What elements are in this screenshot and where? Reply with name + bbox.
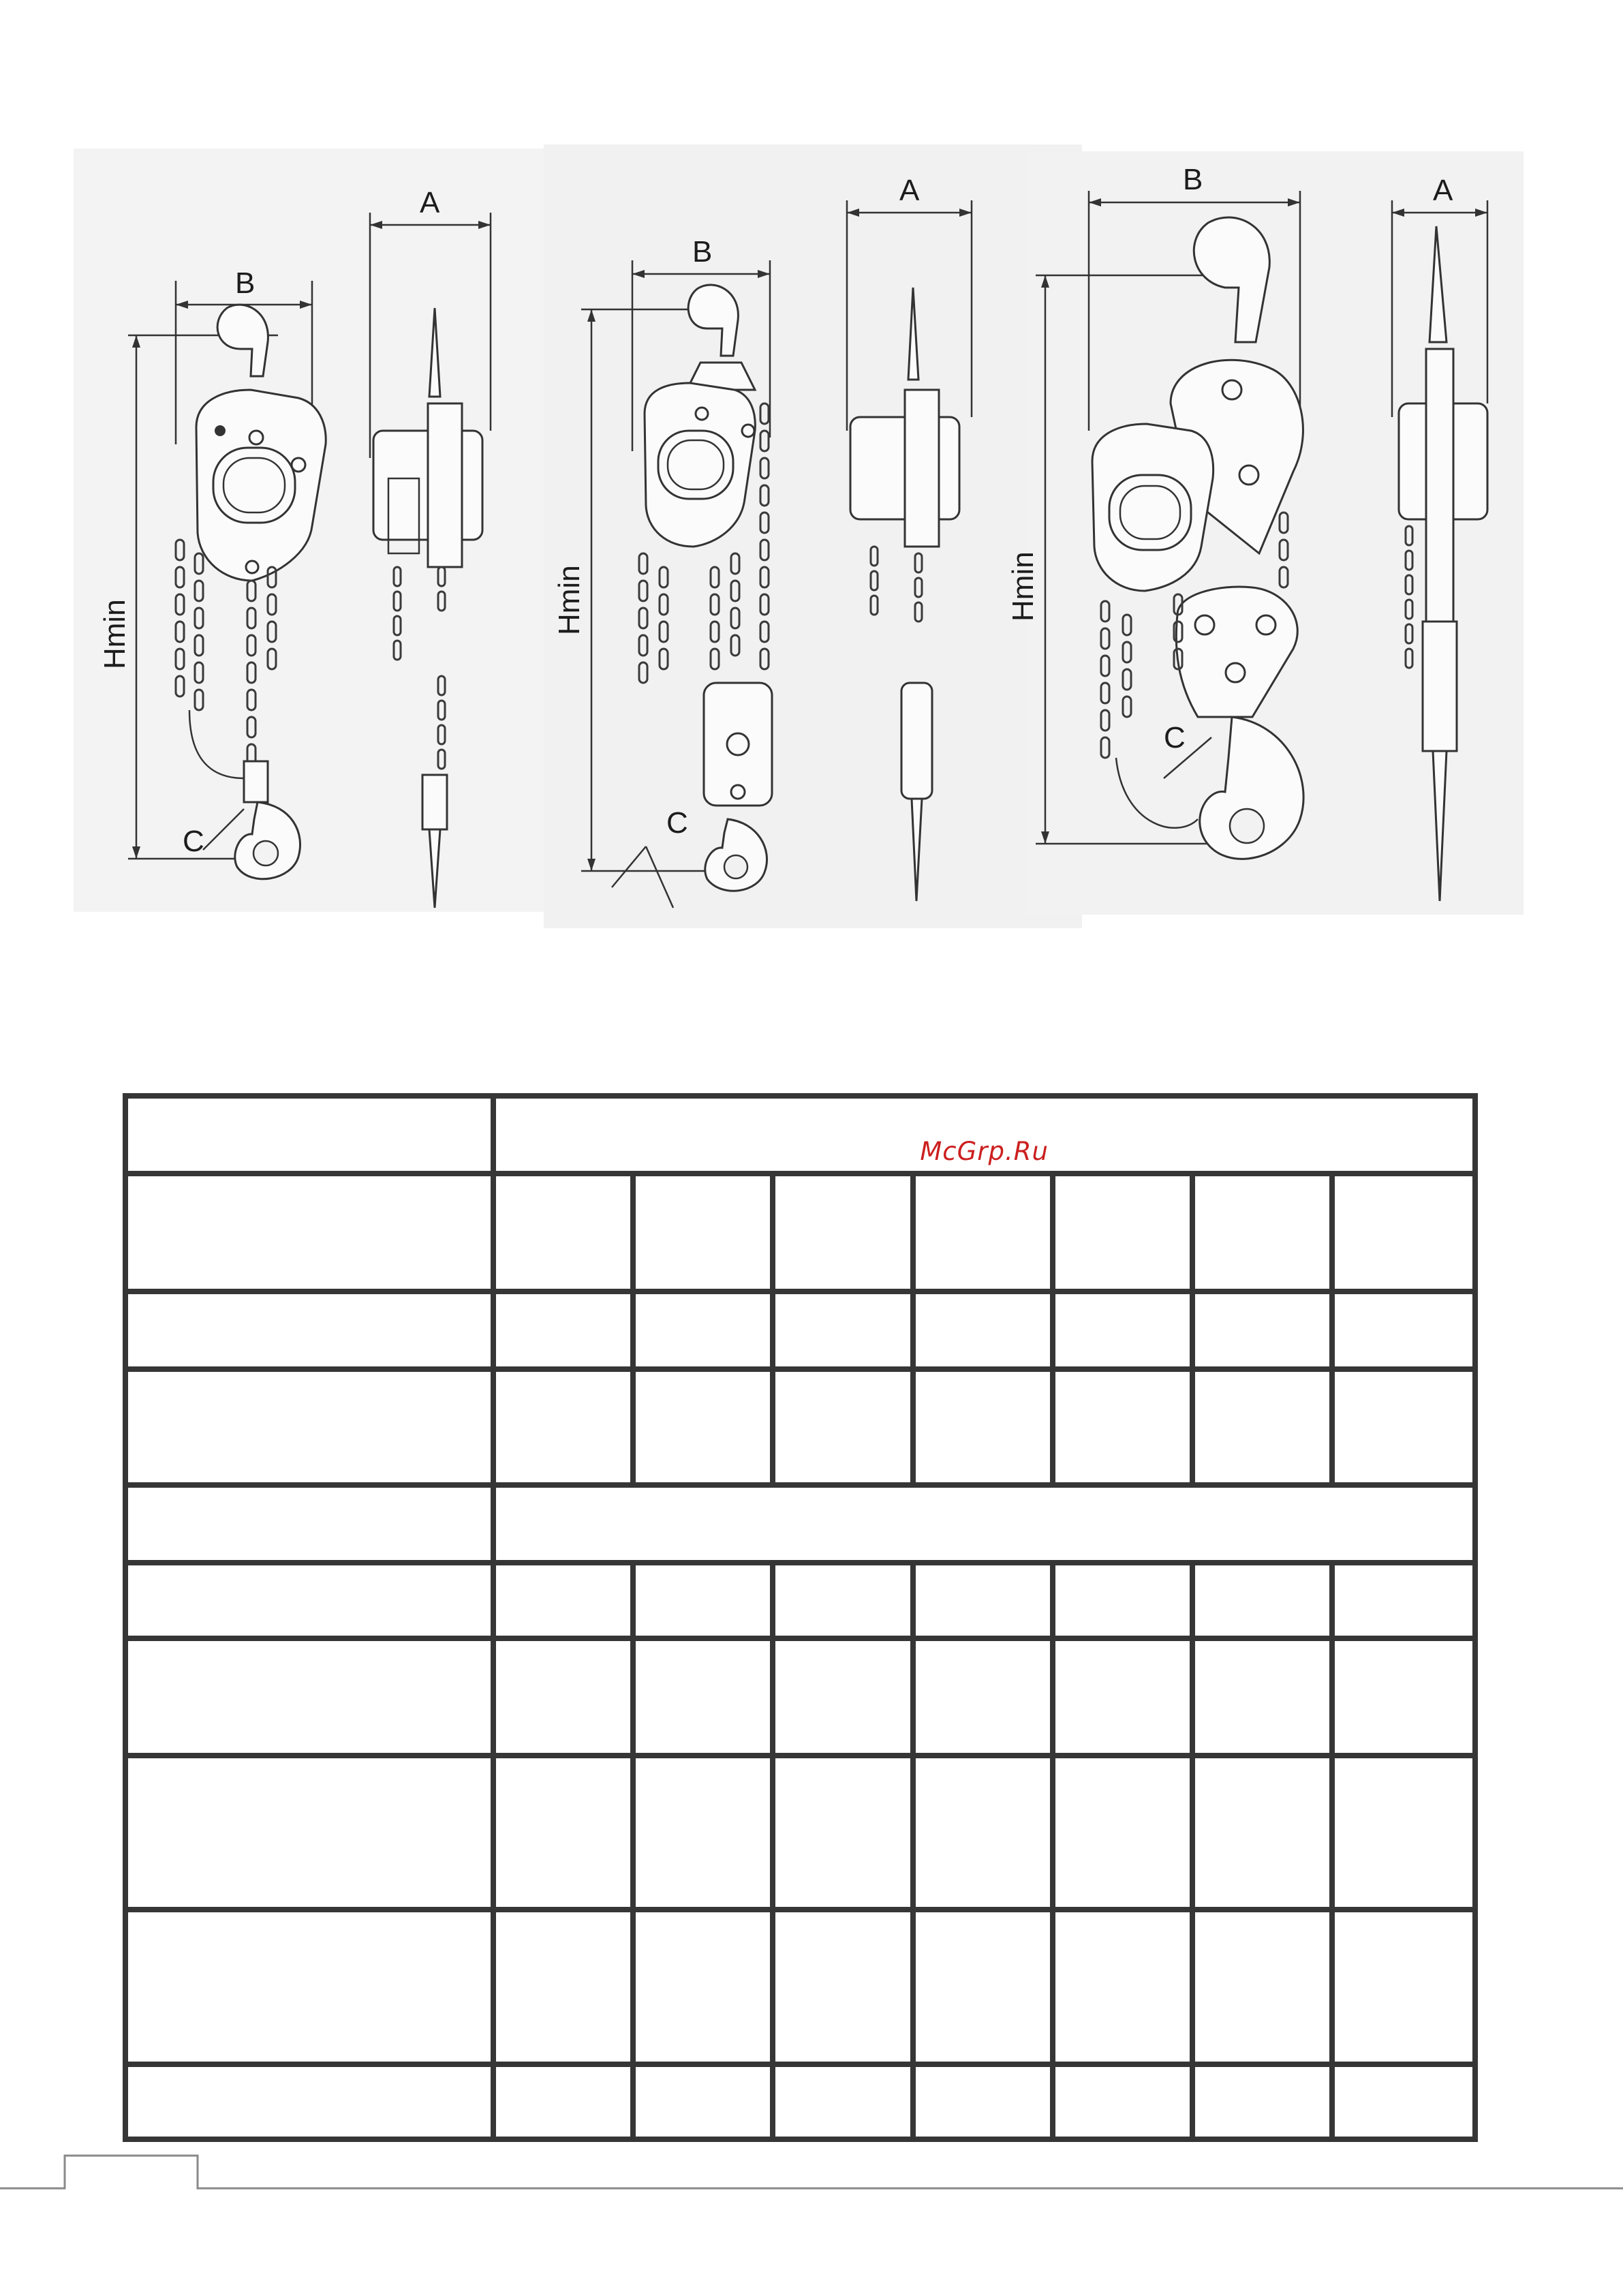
table-cell	[633, 1563, 773, 1638]
table-cell	[773, 1369, 912, 1485]
dim-label-a-right: A	[1433, 174, 1453, 207]
table-cell	[773, 1638, 912, 1756]
table-cell	[1192, 1174, 1332, 1291]
table-cell	[1053, 2064, 1192, 2139]
table-cell	[1192, 1369, 1332, 1485]
dim-label-hmin-left: Hmin	[98, 599, 132, 669]
dim-label-hmin-middle: Hmin	[553, 565, 586, 635]
table-cell	[1192, 1563, 1332, 1638]
hoist-large-front-view	[1006, 163, 1303, 859]
table-label-cell	[125, 1096, 493, 1174]
table-row	[125, 1174, 1475, 1291]
table-cell	[913, 1910, 1053, 2064]
table-cell	[633, 2064, 773, 2139]
hoist-large-side-view	[1392, 174, 1487, 901]
table-cell	[773, 1756, 912, 1910]
table-cell	[1332, 1756, 1475, 1910]
table-label-cell	[125, 1291, 493, 1369]
table-cell	[913, 1756, 1053, 1910]
table-cell	[493, 1291, 633, 1369]
table-cell	[773, 1910, 912, 2064]
table-cell	[913, 1369, 1053, 1485]
table-row	[125, 1910, 1475, 2064]
table-cell	[1053, 1910, 1192, 2064]
footer-rule	[0, 2150, 1623, 2191]
table-cell	[1332, 1910, 1475, 2064]
table-cell	[633, 1910, 773, 2064]
table-cell	[913, 2064, 1053, 2139]
table-label-cell	[125, 1756, 493, 1910]
table-cell	[1192, 1910, 1332, 2064]
table-cell	[1332, 1638, 1475, 1756]
dim-label-c-left: C	[183, 825, 204, 858]
table-cell	[1332, 1563, 1475, 1638]
table-cell	[633, 1638, 773, 1756]
watermark-text: McGrp.Ru	[920, 1136, 1049, 1166]
table-label-cell	[125, 1910, 493, 2064]
table-label-cell	[125, 1563, 493, 1638]
table-cell	[633, 1756, 773, 1910]
table-cell	[913, 1174, 1053, 1291]
table-cell	[1053, 1756, 1192, 1910]
table-cell	[1053, 1369, 1192, 1485]
table-cell	[493, 1369, 633, 1485]
table-cell	[1332, 1291, 1475, 1369]
table-cell	[493, 2064, 633, 2139]
dim-label-a-middle: A	[899, 174, 920, 207]
table-cell	[1192, 1291, 1332, 1369]
table-cell	[493, 1174, 633, 1291]
table-cell	[1332, 2064, 1475, 2139]
table-cell	[913, 1291, 1053, 1369]
table-cell	[493, 1563, 633, 1638]
table-cell	[1192, 2064, 1332, 2139]
table-label-cell	[125, 1638, 493, 1756]
table-label-cell	[125, 1369, 493, 1485]
dim-label-c-middle: C	[666, 806, 688, 840]
dim-label-b-right: B	[1183, 163, 1203, 196]
dim-label-hmin-right: Hmin	[1006, 551, 1040, 622]
hoist-medium-front-view	[553, 235, 772, 908]
specification-table	[123, 1093, 1478, 2142]
table-cell	[1332, 1369, 1475, 1485]
table-merged-cell	[493, 1485, 1475, 1563]
table-row	[125, 1563, 1475, 1638]
table-cell	[1053, 1563, 1192, 1638]
table-cell	[1192, 1638, 1332, 1756]
table-label-cell	[125, 2064, 493, 2139]
table-row	[125, 1485, 1475, 1563]
table-label-cell	[125, 1485, 493, 1563]
dim-label-b-middle: B	[692, 235, 713, 269]
table-cell	[913, 1638, 1053, 1756]
table-cell	[493, 1756, 633, 1910]
table-cell	[633, 1369, 773, 1485]
hoist-medium-side-view	[847, 174, 972, 901]
dim-label-b-left: B	[235, 266, 256, 300]
hoist-dimension-drawings	[74, 144, 1524, 930]
table-cell	[633, 1291, 773, 1369]
table-cell	[1332, 1174, 1475, 1291]
table-cell	[773, 2064, 912, 2139]
table-row	[125, 1756, 1475, 1910]
dim-label-a-left: A	[420, 186, 440, 219]
table-cell	[1192, 1756, 1332, 1910]
table-cell	[1053, 1638, 1192, 1756]
dim-label-c-right: C	[1164, 721, 1186, 754]
table-cell	[493, 1638, 633, 1756]
table-row	[125, 1096, 1475, 1174]
table-row	[125, 2064, 1475, 2139]
table-cell	[493, 1910, 633, 2064]
table-cell	[1053, 1174, 1192, 1291]
table-row	[125, 1369, 1475, 1485]
table-cell	[1053, 1291, 1192, 1369]
table-cell	[773, 1291, 912, 1369]
table-row	[125, 1638, 1475, 1756]
hoist-small-front-view	[98, 266, 326, 879]
drawings-svg	[74, 144, 1524, 930]
hoist-small-side-view	[370, 186, 491, 908]
table-row	[125, 1291, 1475, 1369]
table-cell	[913, 1563, 1053, 1638]
table-cell	[773, 1174, 912, 1291]
table-cell	[633, 1174, 773, 1291]
table-header-merged-cell	[493, 1096, 1475, 1174]
table-cell	[773, 1563, 912, 1638]
table-label-cell	[125, 1174, 493, 1291]
